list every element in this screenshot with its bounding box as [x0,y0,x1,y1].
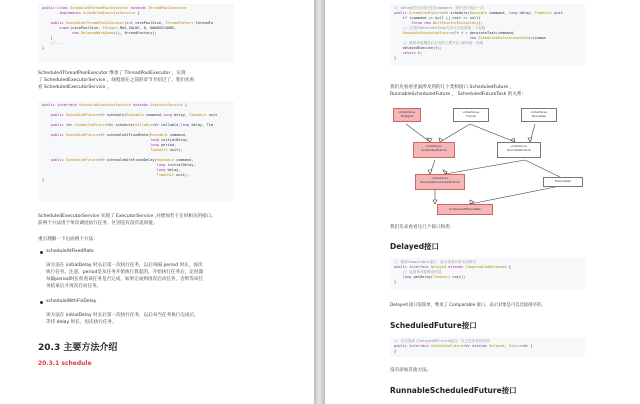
diagram-node-label: «interface» [530,110,548,114]
code-line: new ScheduledFutureTask<Void>(comma [469,36,546,40]
section-heading: 20.3 主要方法介绍 [38,343,118,353]
text-line: 执行任务。注意，period是从任务开始执行算起的。开始执行任务后，定时器 [46,270,204,275]
code-line: public ScheduledFuture<?> scheduleAtFixedRate(Runnable command, [50,133,188,137]
diagram-node-scheduled-future [413,142,455,158]
code-line: } [42,46,45,50]
right-page [325,0,640,404]
page-gutter [314,0,325,404]
text-line: ScheduledThreadPoolExecutor 继承了 ThreadPoolExecutor ，实现 [38,71,186,76]
code-line: public ScheduledThreadPoolExecutor(int corePoolSize, ThreadFactory threadFa [50,21,213,25]
code-line: TimeUnit unit); [156,173,190,177]
code-line: //.... [42,41,64,45]
code-block-class-definition [38,4,234,62]
heading-delayed: Delayed接口 [390,242,440,251]
code-line: new DelayedWorkQueue(), threadFactory); [72,31,157,35]
code-line: RunnableScheduledFuture<?> t = decorateTask(command, [402,31,516,35]
diagram-node-delayed [393,108,421,122]
text-line: 务结束后才再次启动任务。 [46,284,102,289]
heading-scheduled-future: ScheduledFuture接口 [390,321,477,330]
code-line: public ScheduledFuture<?> schedule(Runnable command,long delay, TimeUnit unit [50,113,218,117]
code-line: } [394,280,397,284]
left-page [0,0,314,404]
code-line: public ScheduledFuture<?> scheduleWithFixedDelay(Runnable command, [50,158,194,162]
code-line: long initialDelay, [150,138,190,142]
diagram-node-label: «interface» [398,110,416,114]
bullet-schedule-at-fixed-rate: scheduleAtFixedRate [46,249,94,254]
diagram-node-label: Runnable [531,113,547,118]
diagram-node-runnable-scheduled-future [415,174,465,190]
code-line: long initialDelay, [156,163,196,167]
paragraph-no-other-methods: 没有添加其他方法。 [390,368,432,373]
paragraph-look-at: 我们先来看看这几个接口和类： [390,225,455,230]
code-line: long period, [150,143,177,147]
code-line: long getDelay(TimeUnit unit); [402,275,466,279]
code-line: public interface ScheduledFuture<V> extends Delayed, Future<V> { [394,344,533,348]
bullet-schedule-with-fix-delay: scheduleWithFixDelay [46,299,97,304]
code-line: } [42,178,45,182]
heading-runnable-scheduled-future: RunnableScheduledFuture接口 [390,386,517,395]
code-line: public interface Delayed extends Comparable<Delayed> { [394,265,511,269]
diagram-node-label: «interface» [431,176,449,180]
diagram-node-label: «interface» [425,144,443,148]
diagram-node-label: Delayed [400,113,414,118]
text-line: 我们先看看里面涉及到的几个类和接口 ScheduledFuture ， [390,85,515,90]
text-line: RunnableScheduledFuture ， ScheduledFutureTask 的关系： [390,92,527,97]
code-line: public class ScheduledThreadPoolExecutor extends ThreadPoolExecutor [42,6,188,10]
diagram-node-label: Future [466,113,476,118]
diagram-node-runnable [521,108,557,122]
code-line: implements ScheduledExecutorService { [59,11,140,15]
code-block-scheduled-executor-service [38,101,234,201]
text-line: 了 ScheduledExecutorService 。线程池在之前的章节介绍过了，我们先看 [38,78,195,83]
code-line: TimeUnit unit); [150,148,183,152]
paragraph-interface-explain [38,213,288,227]
diagram-node-label: «interface» [462,110,480,114]
code-line: // delay时长后执行任务command，该任务只执行一次 [394,6,484,10]
code-line: // 延时或周期执行任务的主要方法,稍后统一说明 [394,41,484,45]
code-line: } [394,56,397,60]
code-line: long delay, [156,168,181,172]
subsection-heading: 20.3.1 schedule [38,360,92,367]
text-line: ScheduledExecutorService 实现了 ExecutorService ,并增加若干定时相关的接口。 [38,214,216,219]
paragraph-relations [390,84,620,98]
paragraph-delayed-explain: Delayed 接口很简单，继承了 Comparable 接口，表示对象是可以比较排序的。 [390,303,546,308]
text-line: 看 ScheduledExecutorService 。 [38,85,112,90]
code-line: return t; [402,51,423,55]
code-line: // 返回该对象剩余时延 [394,270,442,274]
text-line: 前两个方法用于单次调度执行任务，区别是有没有返回值。 [38,221,158,226]
diagram-node-label: ScheduledFutureTask [449,207,481,211]
diagram-node-label: FutureTask [554,179,572,183]
bullet-text-fix-delay [46,312,286,326]
code-line: super(corePoolSize, Integer.MAX_VALUE, 0, NANOSECONDS, [59,26,177,30]
text-line: 等待 delay 时长，再次执行任务。 [46,320,117,325]
code-block-schedule-method [390,4,585,66]
code-line: } [394,349,397,353]
code-line: // 仅仅继承了Delayed和Future接口，自己没有任何代码 [394,339,490,343]
paragraph-intro [38,70,268,91]
code-line: // 这里的decorateTask方法仅仅返回第二个参数 [394,26,486,30]
code-line: if (command == null || unit == null) [402,16,481,20]
diagram-node-label: ScheduledFuture [421,147,447,152]
text-line: 该方法在 initialDelay 时长后第一次执行任务，以后每隔 period 时长，再次 [46,263,203,268]
code-block-delayed [390,258,585,290]
code-line: // 继承Comparable接口，表示该类对象支持排序 [394,260,477,264]
diagram-node-label: «interface» [510,144,528,148]
code-line: delayedExecute(t); [394,46,442,50]
code-line: throw new NullPointerException(); [411,21,483,25]
text-line: 该方法在 initialDelay 时长后第一次执行任务，以后每当任务执行完成后， [46,313,199,318]
code-block-scheduled-future [390,337,585,357]
code-line: } [42,36,53,40]
diagram-node-future [453,108,489,122]
diagram-node-label: RunnableScheduledFuture [420,179,460,184]
code-line: public <V> ScheduledFuture<V> schedule(Callable<V> callable,long delay, Tim [50,123,213,127]
text-line: 每隔period时长检查该任务是否完成，如果完成则再次启动任务，否则等该任 [46,277,204,282]
paragraph-focus: 重点理解一下后面两个方法： [38,237,98,242]
diagram-node-scheduled-future-task [437,204,493,215]
diagram-node-future-task [543,177,583,187]
diagram-node-runnable-future [497,142,541,158]
bullet-text-fixed-rate [46,262,286,290]
code-line: public interface ScheduledExecutorService extends ExecutorService { [42,103,188,107]
diagram-node-label: RunnableFuture [507,147,531,152]
code-line: public ScheduledFuture<?> schedule(Runnable command, long delay, TimeUnit unit [394,11,563,15]
